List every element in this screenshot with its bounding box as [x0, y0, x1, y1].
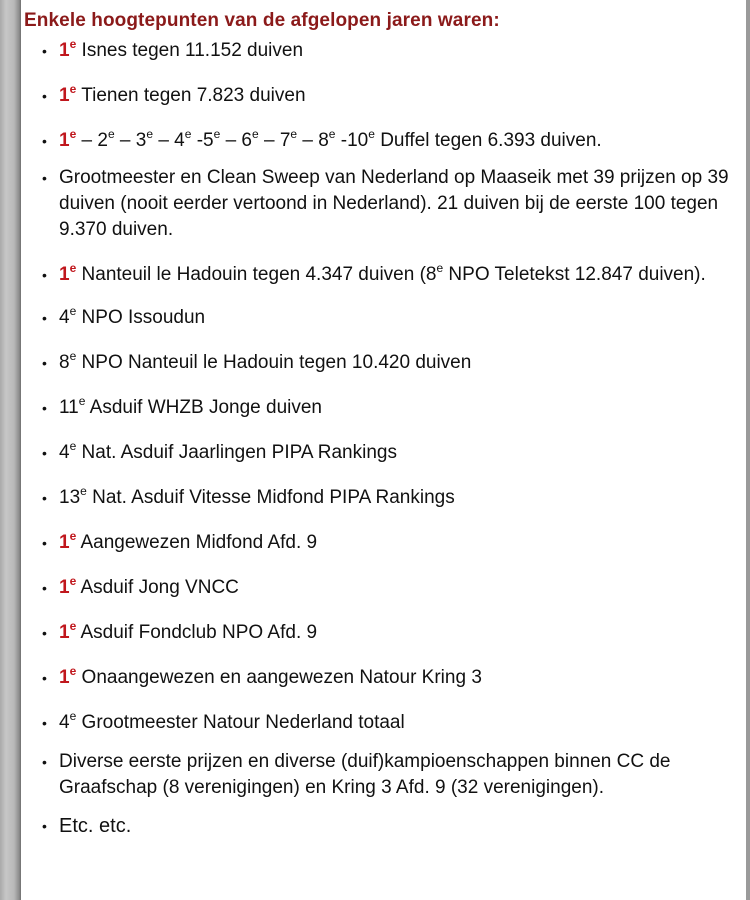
list-item [24, 665, 739, 691]
item-text: Duffel tegen 6.393 duiven. [374, 130, 602, 151]
list-item [24, 440, 739, 466]
highlights-list [24, 38, 739, 839]
item-text: Etc. etc. [59, 815, 132, 837]
item-text: Asduif Fondclub NPO Afd. 9 [76, 622, 318, 643]
item-text: – 4 [153, 130, 185, 151]
rank-number: 1 [59, 622, 70, 643]
item-text: Aangewezen Midfond Afd. 9 [76, 532, 318, 553]
list-item [24, 710, 739, 736]
rank-number: 1 [59, 264, 70, 285]
item-text: – 2 [76, 130, 108, 151]
ordinal-suffix: e [78, 394, 86, 408]
ordinal-suffix: e [80, 484, 87, 498]
ordinal-suffix: e [69, 37, 77, 51]
ordinal-suffix: e [184, 127, 192, 141]
list-item [24, 305, 739, 331]
item-text: Asduif WHZB Jonge duiven [85, 397, 322, 418]
item-lead-number: 13 [59, 487, 81, 508]
item-text: -5 [191, 130, 214, 151]
ordinal-suffix: e [368, 127, 375, 141]
ordinal-suffix: e [69, 619, 77, 633]
section-heading: Enkele hoogtepunten van de afgelopen jaren waren: [24, 10, 500, 31]
ordinal-suffix: e [290, 127, 298, 141]
item-lead-number: 4 [59, 442, 70, 463]
item-text: -10 [335, 130, 369, 151]
item-text: Asduif Jong VNCC [76, 577, 239, 598]
rank-number: 1 [59, 40, 70, 61]
ordinal-suffix: e [69, 127, 77, 141]
list-item [24, 620, 739, 646]
article-content [24, 8, 739, 839]
window-right-border [746, 0, 750, 900]
item-text: – 7 [258, 130, 291, 151]
ordinal-suffix: e [213, 127, 221, 141]
item-text: NPO Nanteuil le Hadouin tegen 10.420 duiven [76, 352, 472, 373]
list-item [24, 485, 739, 511]
item-text: Nanteuil le Hadouin tegen 4.347 duiven (8 [76, 264, 437, 285]
ordinal-suffix: e [436, 261, 444, 275]
item-lead-number: 4 [59, 712, 70, 733]
window-left-border [0, 0, 21, 900]
item-text: Grootmeester Natour Nederland totaal [76, 712, 405, 733]
rank-number: 1 [59, 532, 70, 553]
item-text: Isnes tegen 11.152 duiven [76, 40, 304, 61]
item-lead-number: 8 [59, 352, 70, 373]
ordinal-suffix: e [69, 529, 77, 543]
ordinal-suffix: e [69, 664, 77, 678]
rank-number: 1 [59, 85, 70, 106]
ordinal-suffix: e [69, 574, 77, 588]
ordinal-suffix: e [69, 349, 77, 363]
item-text: NPO Issoudun [76, 307, 206, 328]
ordinal-suffix: e [107, 127, 115, 141]
list-item [24, 395, 739, 421]
item-text: NPO Teletekst 12.847 duiven). [443, 264, 706, 285]
item-text: Diverse eerste prijzen en diverse (duif)kampioenschappen binnen CC de Graafschap (8 verenigingen) en Kring 3 Afd. 9 (32 verenigingen). [59, 751, 671, 798]
ordinal-suffix: e [252, 127, 259, 141]
list-item [24, 128, 739, 154]
item-text: Nat. Asduif Jaarlingen PIPA Rankings [76, 442, 397, 463]
rank-number: 1 [59, 130, 70, 151]
list-item [24, 165, 739, 243]
list-item [24, 262, 739, 288]
list-item [24, 813, 739, 839]
ordinal-suffix: e [69, 304, 77, 318]
list-item [24, 38, 739, 64]
list-item [24, 749, 739, 801]
list-item [24, 575, 739, 601]
item-text: – 3 [114, 130, 147, 151]
ordinal-suffix: e [328, 127, 336, 141]
item-lead-number: 4 [59, 307, 70, 328]
item-text: Grootmeester en Clean Sweep van Nederland op Maaseik met 39 prijzen op 39 duiven (nooit eerder vertoond in Nederland). 21 duiven bij de eerste 100 tegen 9.370 duiven. [59, 167, 729, 240]
item-text: Onaangewezen en aangewezen Natour Kring 3 [76, 667, 482, 688]
item-text: – 8 [297, 130, 329, 151]
list-item [24, 350, 739, 376]
item-lead-number: 11 [59, 397, 79, 418]
rank-number: 1 [59, 577, 70, 598]
ordinal-suffix: e [69, 261, 77, 275]
ordinal-suffix: e [69, 439, 77, 453]
item-text: – 6 [220, 130, 253, 151]
ordinal-suffix: e [146, 127, 154, 141]
rank-number: 1 [59, 667, 70, 688]
item-text: Tienen tegen 7.823 duiven [76, 85, 306, 106]
list-item [24, 83, 739, 109]
list-item [24, 530, 739, 556]
ordinal-suffix: e [69, 82, 77, 96]
ordinal-suffix: e [69, 709, 77, 723]
item-text: Nat. Asduif Vitesse Midfond PIPA Rankings [86, 487, 455, 508]
